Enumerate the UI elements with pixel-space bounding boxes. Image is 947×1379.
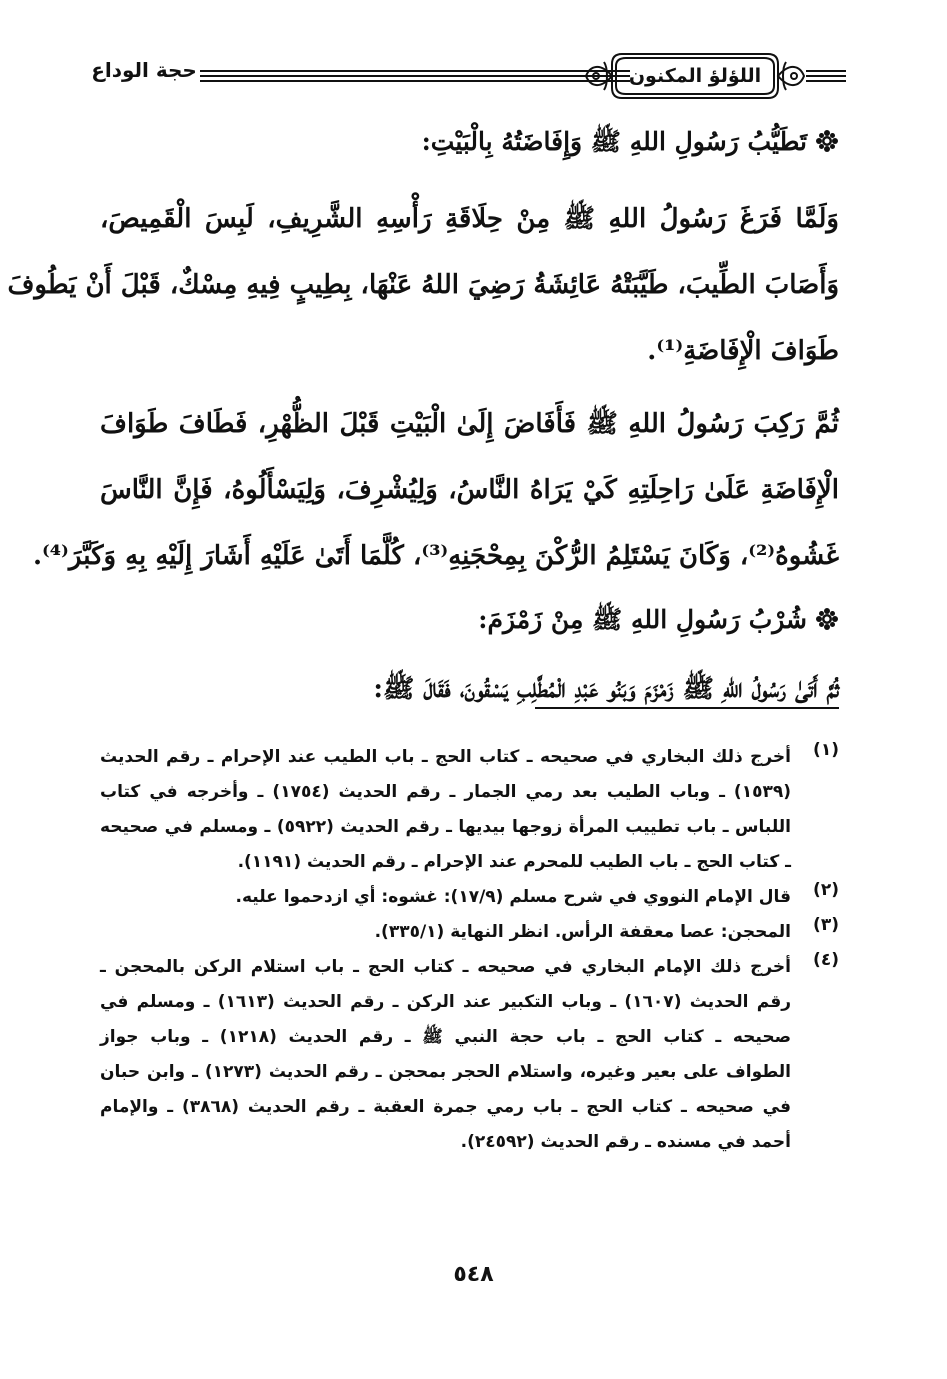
footnotes [100,740,839,1160]
footnote-line: أخرج ذلك البخاري في صحيحه ـ كتاب الحج ـ باب الطيب عند الإحرام ـ رقم الحديث [100,747,791,767]
section-heading-perfume [109,126,839,163]
footnote-line: اللباس ـ باب تطييب المرأة زوجها بيديها ـ رقم الحديث (٥٩٢٢) ـ ومسلم في صحيحه [100,817,791,837]
footnote-number: (١) [813,740,839,760]
text-line: ثُمَّ رَكِبَ رَسُولُ اللهِ ﷺ فَأَفَاضَ إِلَىٰ الْبَيْتِ قَبْلَ الظُّهْرِ، فَطَافَ طَوَافَ [100,409,839,439]
text-line: طَوَافَ الْإِفَاضَةِ⁽¹⁾. [647,336,839,366]
footnote-number: (٤) [813,950,839,970]
flower-icon [815,607,839,631]
header-rule-right [806,70,846,82]
book-title: اللؤلؤ المكنون [628,65,762,87]
section-heading-text: شُرْبُ رَسُولِ اللهِ ﷺ مِنْ زَمْزَمَ: [478,605,807,634]
page-header [88,48,846,106]
footnote-line: (١٥٣٩) ـ وباب الطيب بعد رمي الجمار ـ رقم الحديث (١٧٥٤) ـ وأخرجه في كتاب [100,782,792,802]
paragraph-ifadah [32,391,839,589]
footnote-line: قال الإمام النووي في شرح مسلم (١٧/٩): غشوه: أي ازدحموا عليه. [235,887,791,907]
footnote-1 [100,740,839,880]
paragraph-zamzam [100,656,839,722]
footnote-line: في صحيحه ـ كتاب الحج ـ باب رمي جمرة العقبة ـ رقم الحديث (٣٨٦٨) ـ والإمام [100,1097,791,1117]
text-line: وَأَصَابَ الطِّيبَ، طَيَّبَتْهُ عَائِشَةُ رَضِيَ اللهُ عَنْهَا، بِطِيبٍ فِيهِ مِسْكٌ، قَبْلَ أَنْ يَطُوفَ [7,270,839,300]
section-heading-zamzam [109,604,839,641]
footnote-line: الطواف على بعير وغيره، واستلام الحجر بمحجن ـ رقم الحديث (١٢٧٣) ـ وابن حبان [100,1062,792,1082]
footnote-separator [535,707,839,709]
footnote-line: المحجن: عصا معقفة الرأس. انظر النهاية (٣٣٥/١). [374,922,791,942]
text-line: غَشُوهُ⁽²⁾، وَكَانَ يَسْتَلِمُ الرُّكْنَ بِمِحْجَنِهِ⁽³⁾، كُلَّمَا أَتَىٰ عَلَيْهِ أَشَارَ إِلَيْهِ بِهِ وَكَبَّرَ⁽⁴⁾. [32,541,839,571]
page-number: ٥٤٨ [453,1262,494,1287]
footnote-line: أحمد في مسنده ـ رقم الحديث (٢٤٥٩٢). [460,1132,791,1152]
footnote-line: صحيحه ـ كتاب الحج ـ باب حجة النبي ﷺ ـ رقم الحديث (١٢١٨) ـ وباب جواز [100,1027,791,1047]
footnote-number: (٣) [813,915,839,935]
section-heading-text: تَطَيُّبُ رَسُولِ اللهِ ﷺ وَإِفَاضَتُهُ بِالْبَيْتِ: [421,127,807,156]
text-line: الْإِفَاضَةِ عَلَىٰ رَاحِلَتِهِ كَيْ يَرَاهُ النَّاسُ، وَلِيُشْرِفَ، وَلِيَسْأَلُوهُ، فَإِنَّ النَّاسَ [100,475,839,505]
footnote-line: ـ كتاب الحج ـ باب الطيب للمحرم عند الإحرام ـ رقم الحديث (١١٩١). [237,852,791,872]
footnote-3 [100,915,839,950]
footnote-line: رقم الحديث (١٦٠٧) ـ وباب التكبير عند الركن ـ رقم الحديث (١٦١٣) ـ ومسلم في [100,992,791,1012]
footnote-line: أخرج ذلك الإمام البخاري في صحيحه ـ كتاب الحج ـ باب استلام الركن بالمحجن ـ [100,957,791,977]
text-line: وَلَمَّا فَرَغَ رَسُولُ اللهِ ﷺ مِنْ حِلَاقَةِ رَأْسِهِ الشَّرِيفِ، لَبِسَ الْقَمِيصَ، [100,204,839,234]
footnote-number: (٢) [813,880,839,900]
flower-icon [815,129,839,153]
footnote-2 [100,880,839,915]
footnote-4 [100,950,839,1160]
running-title: حجة الوداع [91,58,197,82]
book-title-cartouche [582,48,808,104]
header-rule-left [200,70,630,82]
text-line: ثُمَّ أَتَىٰ رَسُولُ اللهِ ﷺ زَمْزَمَ وَبَنُو عَبْدِ الْمُطَّلِبِ يَسْقُونَ، فَقَالَ ﷺ: [373,674,839,704]
paragraph-perfume [7,186,839,384]
